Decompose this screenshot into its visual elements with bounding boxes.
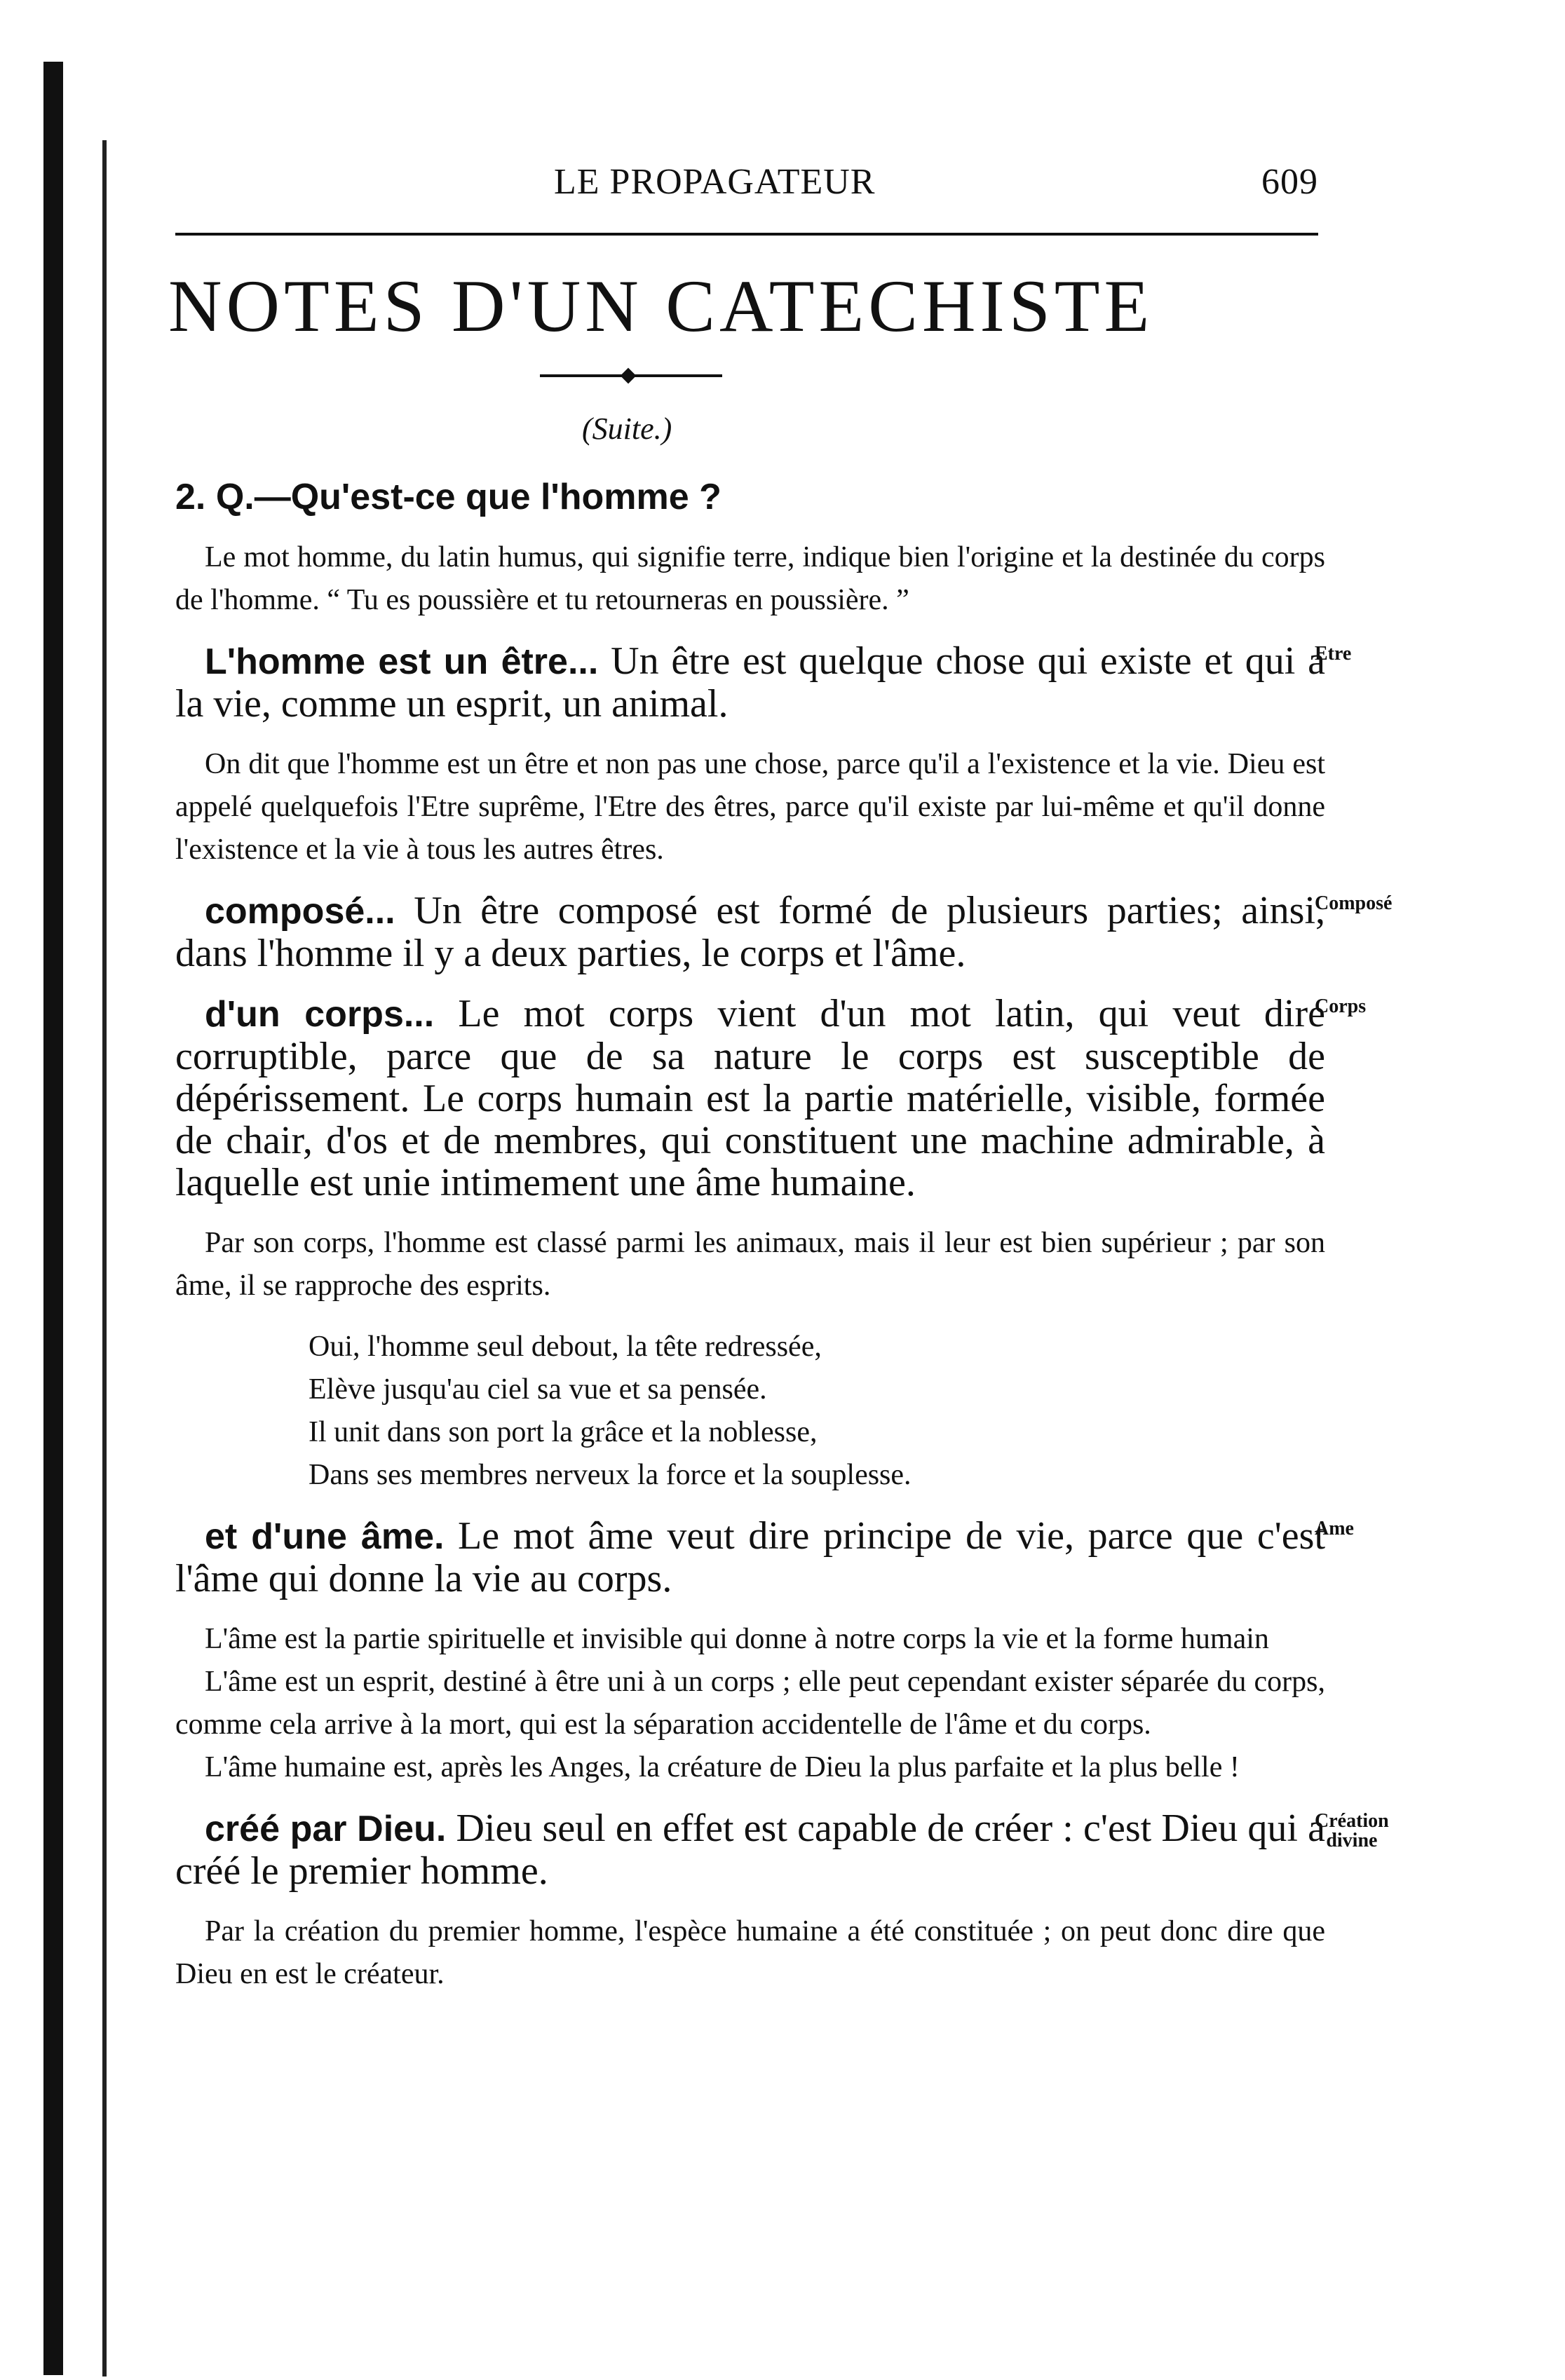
margin-note-creation-line2: divine: [1326, 1830, 1378, 1851]
lead-compose: composé...: [205, 891, 395, 932]
section-ame: [175, 1514, 1354, 1600]
verse-line: Dans ses membres nerveux la force et la souplesse.: [309, 1459, 912, 1491]
lead-ame: et d'une âme.: [205, 1516, 445, 1557]
verse-line: Elève jusqu'au ciel sa vue et sa pensée.: [309, 1373, 767, 1406]
note-ame-text: L'âme est un esprit, destiné à être uni à un corps ; elle peut cependant exister séparée du corps, comme cela arrive à la mort, qui est la séparation accidentelle de l'âme et du corps.: [175, 1666, 1325, 1741]
section-corps: [175, 992, 1367, 1204]
note-corps-text: Par son corps, l'homme est classé parmi les animaux, mais il leur est bien supérieur ; par son âme, il se rapproche des esprits.: [175, 1227, 1325, 1302]
running-head: [175, 133, 1325, 202]
note-creation-text: Par la création du premier homme, l'espèce humaine a été constituée ; on peut donc dire que Dieu en est le créateur.: [175, 1915, 1325, 1990]
section-etre: [175, 639, 1352, 726]
margin-note-corps: Corps: [1315, 995, 1367, 1017]
header-rule: [175, 233, 1318, 236]
note-ame-text: L'âme est la partie spirituelle et invisible qui donne à notre corps la vie et la forme humain: [205, 1623, 1269, 1655]
note-ame-text: L'âme humaine est, après les Anges, la créature de Dieu la plus parfaite et la plus belle !: [205, 1751, 1240, 1783]
note-etre: [175, 743, 1325, 871]
verse-quote: [309, 1326, 1325, 1497]
verse-line: Il unit dans son port la grâce et la noblesse,: [309, 1416, 818, 1448]
margin-note-creation: [1315, 1811, 1389, 1851]
lead-creation: créé par Dieu.: [205, 1809, 447, 1849]
lead-corps: d'un corps...: [205, 994, 435, 1035]
lead-etre: L'homme est un être...: [205, 641, 599, 682]
text-etre: Un être est quelque chose qui existe et qui a la vie, comme un esprit, un animal.: [175, 639, 1325, 726]
margin-note-etre: Etre: [1315, 643, 1352, 665]
page: [168, 133, 1393, 1996]
section-compose: [175, 889, 1393, 975]
scan-shadow-line: [102, 140, 107, 2376]
running-head-title: LE PROPAGATEUR: [554, 162, 876, 202]
page-number: 609: [1261, 162, 1318, 202]
margin-note-ame: Ame: [1315, 1518, 1354, 1539]
suite-label: (Suite.): [582, 412, 672, 446]
note-creation: [175, 1910, 1325, 1996]
text-ame: Le mot âme veut dire principe de vie, parce que c'est l'âme qui donne la vie au corps.: [175, 1514, 1325, 1600]
notes-ame: [175, 1618, 1325, 1789]
intro-note-text: Le mot homme, du latin humus, qui signifie terre, indique bien l'origine et la destinée du corps de l'homme. “ Tu es poussière et tu retourneras en poussière. ”: [175, 541, 1325, 616]
note-etre-text: On dit que l'homme est un être et non pas une chose, parce qu'il a l'existence et la vie. Dieu est appelé quelquefois l'Etre suprême, l'Etre des êtres, parce qu'il existe par lui-même et qu'il donne l'existence et la vie à tous les autres êtres.: [175, 748, 1325, 866]
article-title: NOTES D'UN CATECHISTE: [168, 265, 1154, 347]
section-creation: [175, 1807, 1389, 1893]
margin-note-creation-line1: Création: [1315, 1810, 1389, 1832]
text-creation: Dieu seul en effet est capable de créer : c'est Dieu qui a créé le premier homme.: [175, 1807, 1326, 1893]
title-ornament: [540, 374, 722, 377]
intro-note: [175, 536, 1325, 622]
text-compose: Un être composé est formé de plusieurs parties; ainsi, dans l'homme il y a deux parties, le corps et l'âme.: [175, 889, 1325, 975]
text-corps: Le mot corps vient d'un mot latin, qui veut dire corruptible, parce que de sa nature le corps est susceptible de dépérissement. Le corps humain est la partie matérielle, visible, formée de chair, d'os et de membres, qui constituent une machine admirable, à laquelle est unie intimement une âme humaine.: [175, 992, 1325, 1204]
margin-note-compose: Composé: [1315, 892, 1393, 914]
question-heading: 2. Q.—Qu'est-ce que l'homme ?: [175, 477, 721, 517]
scan-binding-edge: [43, 62, 63, 2375]
verse-line: Oui, l'homme seul debout, la tête redressée,: [309, 1331, 822, 1363]
note-corps: [175, 1222, 1325, 1307]
